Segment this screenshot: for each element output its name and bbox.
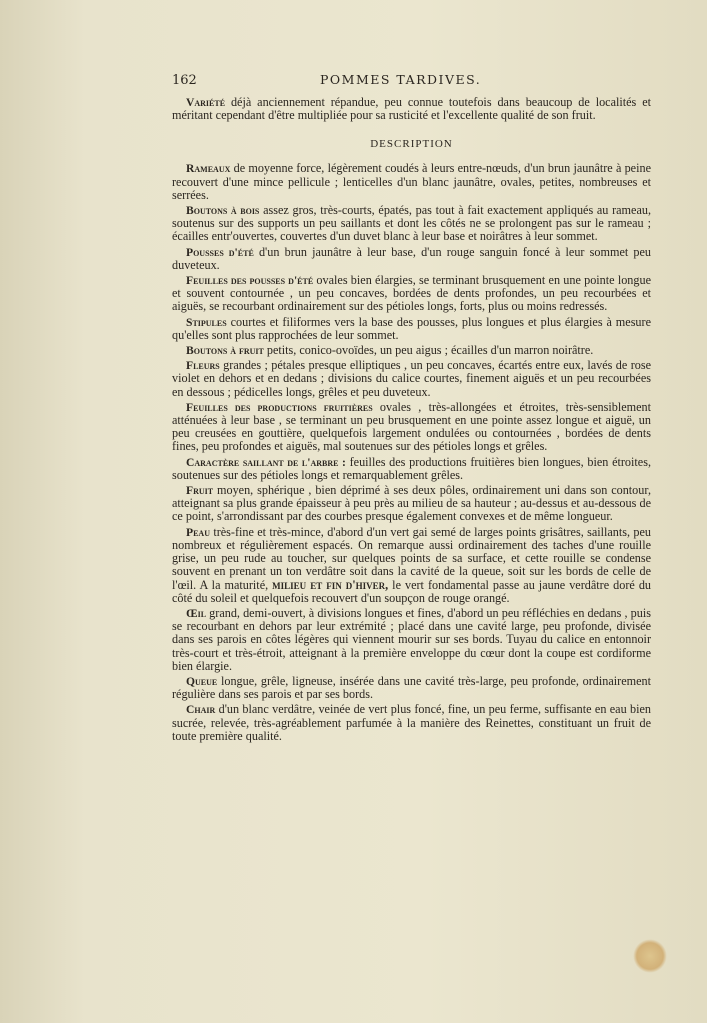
paragraph-feuilles-productions xyxy=(172,401,651,454)
paragraph-term: Boutons à bois xyxy=(186,204,260,218)
paragraph-text: moyen, sphérique , bien déprimé à ses deux pôles, ordinairement uni dans son contour, atteignant sa plus grande épaisseur à peu près au milieu de sa hauteur ; au-dessus et au-dessous de ce point, s'arrondissant par des courbes presque également convexes et de même longueur. xyxy=(172,483,651,524)
paragraph-term: Fleurs xyxy=(186,359,220,373)
paragraph-stipules xyxy=(172,316,651,342)
paragraph-fleurs xyxy=(172,359,651,399)
paragraph-text: grandes ; pétales presque elliptiques , un peu concaves, écartés entre eux, lavés de rose violet en dehors et en dedans ; divisions du calice courtes, finement aiguës et un peu recourbées en dessous ; pédicelles longs, grêles et peu duveteux. xyxy=(172,358,651,399)
paragraph-term: Caractère saillant de l'arbre : xyxy=(186,455,346,469)
paragraph-term: Pousses d'été xyxy=(186,245,254,259)
paragraph-text: grand, demi-ouvert, à divisions longues et fines, d'abord un peu réfléchies en dedans , puis se recourbant en dehors par leur extrémité ; placé dans une cavité large, peu profonde, divisée dans ses parois en côtes légères qui viennent mourir sur ses bords. Tuyau du calice en entonnoir très-court et très-étroit, atteignant à la première enveloppe du cœur dont la coupe est cordiforme bien élargie. xyxy=(172,605,651,673)
paragraph-text: très-fine et très-mince, d'abord d'un vert gai semé de larges points grisâtres, saillants, peu nombreux et régulièrement espacés. On remarque aussi ordinairement des taches d'une rouille grise, un peu rude au toucher, sur quelques points de sa surface, et cette rouille se condense souvent en prenant un ton verdâtre soit dans la cavité de la queue, soit sur les bords de celle de l'œil. A la maturité, xyxy=(172,524,651,592)
paragraph-term: Œil xyxy=(186,606,207,620)
section-heading: DESCRIPTION xyxy=(370,138,453,151)
paragraph-boutons-a-bois xyxy=(172,204,651,244)
paragraph-term: Feuilles des productions fruitières xyxy=(186,400,373,414)
paragraph-text: assez gros, très-courts, épatés, pas tout à fait exactement appliqués au rameau, soutenus sur des supports un peu saillants et dont les côtés ne se prolongent pas sur le rameau ; écailles entr'ouvertes, couvertes d'un duvet blanc à leur base et noirâtres à leur sommet. xyxy=(172,203,651,244)
paragraph-text: feuilles des productions fruitières bien longues, bien étroites, soutenues sur des pétioles longs et remarquablement grêles. xyxy=(172,454,651,482)
page-header xyxy=(172,72,651,88)
paragraph-term: Rameaux xyxy=(186,162,231,176)
paragraph-text: courtes et filiformes vers la base des pousses, plus longues et plus élargies à mesure qu'elles sont plus rapprochées de leur sommet. xyxy=(172,314,651,342)
paragraph-pousses-d-ete xyxy=(172,246,651,272)
paragraph-text: petits, conico-ovoïdes, un peu aigus ; écailles d'un marron noirâtre. xyxy=(263,343,594,358)
paragraph-caractere-saillant xyxy=(172,456,651,482)
description-body xyxy=(172,162,651,743)
paragraph-term: Stipules xyxy=(186,315,227,329)
paragraph-text: d'un blanc verdâtre, veinée de vert plus foncé, fine, un peu ferme, suffisante en eau bien sucrée, relevée, très-agréablement parfumée à la manière des Reinettes, constituant un fruit de toute première qualité. xyxy=(172,702,651,743)
intro-term: Variété xyxy=(186,96,226,109)
paragraph-fruit xyxy=(172,484,651,524)
paragraph-text: de moyenne force, légèrement coudés à leurs entre-nœuds, d'un brun jaunâtre à peine recouvert d'une mince pellicule ; lenticelles d'un blanc jaunâtre, ovales, petites, nombreuses et serrées. xyxy=(172,161,651,202)
paragraph-oeil xyxy=(172,607,651,673)
paragraph-term: Queue xyxy=(186,674,218,688)
corner-stain xyxy=(633,939,667,973)
paragraph-term: Feuilles des pousses d'été xyxy=(186,274,314,288)
paragraph-term: Peau xyxy=(186,525,210,539)
paragraph-boutons-a-fruit xyxy=(172,344,651,357)
intro-paragraph xyxy=(172,96,651,122)
paragraph-peau xyxy=(172,526,651,605)
paragraph-text: ovales , très-allongées et étroites, très-sensiblement atténuées à leur base , se terminant un peu brusquement en une pointe assez longue et aiguë, un peu creusées en gouttière, quelquefois largement ondulées ou contournées , bordées de dents fines, peu profondes et aiguës, mal soutenues sur des pétioles longs et grêles. xyxy=(172,399,652,454)
intro-text: déjà anciennement répandue, peu connue toutefois dans beaucoup de localités et méritant cependant d'être multipliée pour sa rusticité et l'excellente qualité de son fruit. xyxy=(172,95,651,123)
paragraph-text-continued: le vert fondamental passe au jaune verdâtre doré du côté du soleil et quelquefois recouvert d'un soupçon de rouge orangé. xyxy=(172,577,652,605)
paragraph-term: Boutons à fruit xyxy=(186,344,264,358)
paragraph-term: Chair xyxy=(186,703,216,717)
paragraph-feuilles-pousses xyxy=(172,274,651,314)
running-title: POMMES TARDIVES. xyxy=(320,72,482,87)
paragraph-chair xyxy=(172,703,651,743)
paragraph-rameaux xyxy=(172,162,651,202)
paragraph-emphasis: milieu et fin d'hiver, xyxy=(272,577,389,592)
paragraph-text: longue, grêle, ligneuse, insérée dans une cavité très-large, peu profonde, ordinairement régulière dans ses parois et par ses bords. xyxy=(172,673,651,702)
paragraph-text: ovales bien élargies, se terminant brusquement en une pointe longue et souvent contournée , un peu concaves, bordées de dents profondes, un peu recourbées et aiguës, se recourbant ordinairement sur des pétioles longs, forts, plus ou moins redressés. xyxy=(172,273,651,314)
page-number: 162 xyxy=(172,73,197,88)
paragraph-text: d'un brun jaunâtre à leur base, d'un rouge sanguin foncé à leur sommet peu duveteux. xyxy=(172,244,652,272)
paragraph-term: Fruit xyxy=(186,484,214,498)
paragraph-queue xyxy=(172,675,651,701)
